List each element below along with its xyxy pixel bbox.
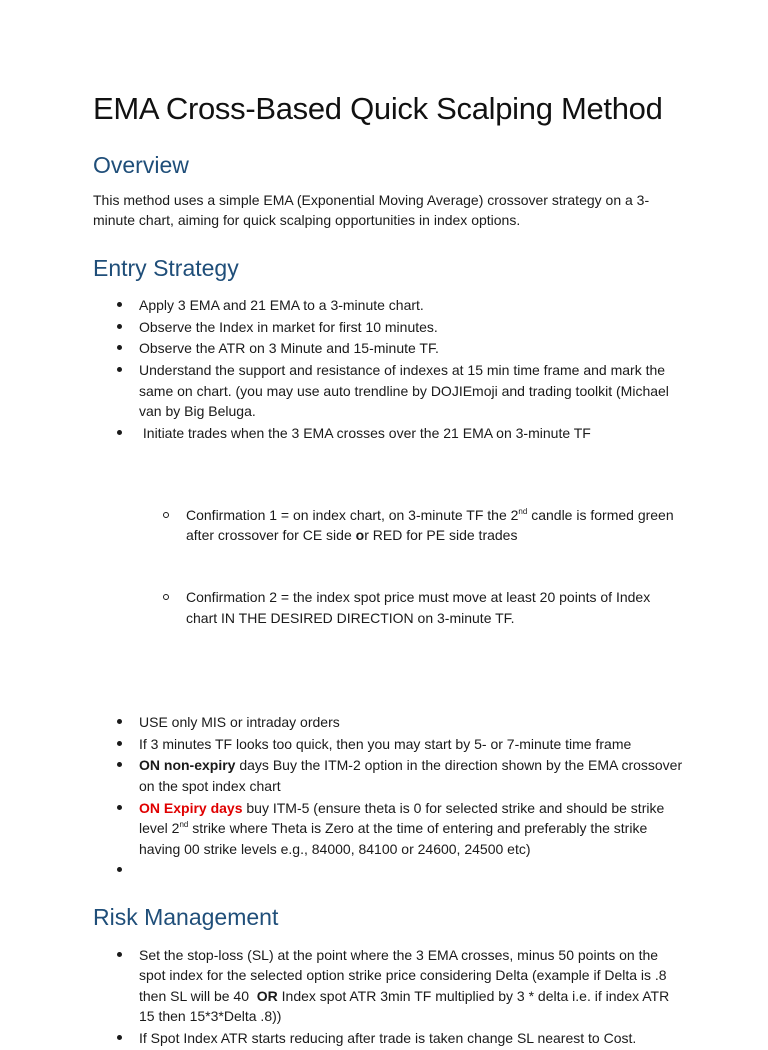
stop-loss-text: Set the stop-loss (SL) at the point where the 3 EMA crosses, minus 50 points on the spot index for the selected option strike price considering Delta (example if Delta is .8 then SL will be 40: [139, 946, 671, 1004]
bold-or: OR: [256, 987, 278, 1004]
list-item-expiry: [93, 798, 683, 860]
list-item: Understand the support and resistance of indexes at 15 min time frame and mark the same on chart. (you may use auto trendline by DOJIEmoji and trading toolkit (Michael van by Big Beluga.: [93, 360, 683, 422]
list-item: USE only MIS or intraday orders: [93, 712, 683, 733]
expiry-text-2: strike where Theta is Zero at the time of entering and preferably the strike having 00 strike levels e.g., 84000, 84100 or 24600, 24500 etc): [139, 820, 652, 857]
overview-paragraph: This method uses a simple EMA (Exponential Moving Average) crossover strategy on a 3-minute chart, aiming for quick scalping opportunities in index options.: [93, 192, 650, 228]
empty-list-item: [93, 860, 683, 881]
list-item-atr: If Spot Index ATR starts reducing after trade is taken change SL nearest to Cost.: [93, 1028, 683, 1049]
list-item-stop-loss: [93, 945, 683, 1027]
page-title: EMA Cross-Based Quick Scalping Method: [93, 91, 663, 126]
entry-strategy-list: [93, 295, 687, 881]
confirmation-list: [93, 464, 683, 670]
entry-strategy-heading: Entry Strategy: [93, 255, 239, 281]
confirmation-1-text-2: candle is formed green after crossover for CE side: [186, 506, 678, 544]
non-expiry-label: ON non-expiry: [139, 757, 236, 774]
list-item: Observe the ATR on 3 Minute and 15-minute TF.: [93, 338, 683, 359]
non-expiry-text: days Buy the ITM-2 option in the direction shown by the EMA crossover on the spot index chart: [139, 757, 687, 794]
list-item-non-expiry: [93, 755, 687, 796]
confirmation-1: [93, 505, 683, 546]
list-item-text: Initiate trades when the 3 EMA crosses over the 21 EMA on 3-minute TF: [139, 424, 591, 441]
expiry-text: buy ITM-5 (ensure theta is 0 for selected strike and should be strike level 2: [139, 799, 669, 836]
list-item: [93, 423, 683, 711]
document-content: [93, 88, 687, 1050]
list-item: Apply 3 EMA and 21 EMA to a 3-minute chart.: [93, 295, 683, 316]
risk-management-heading: Risk Management: [93, 903, 279, 930]
confirmation-2: Confirmation 2 = the index spot price must move at least 20 points of Index chart IN THE DESIRED DIRECTION on 3-minute TF.: [93, 587, 683, 628]
risk-management-list: [93, 945, 683, 1049]
list-item: Observe the Index in market for first 10 minutes.: [93, 317, 683, 338]
superscript: nd: [179, 820, 189, 829]
superscript: nd: [518, 506, 528, 516]
confirmation-1-text: Confirmation 1 = on index chart, on 3-minute TF the 2: [186, 506, 519, 523]
overview-heading: Overview: [93, 152, 189, 178]
expiry-label: ON Expiry days: [139, 799, 243, 816]
stop-loss-text-2: Index spot ATR 3min TF multiplied by 3 * delta i.e. if index ATR 15 then 15*3*Delta .8)): [139, 987, 674, 1025]
confirmation-1-text-3: r RED for PE side trades: [364, 527, 518, 544]
bold-o: o: [355, 527, 365, 544]
list-item: If 3 minutes TF looks too quick, then you may start by 5- or 7-minute time frame: [93, 734, 683, 755]
